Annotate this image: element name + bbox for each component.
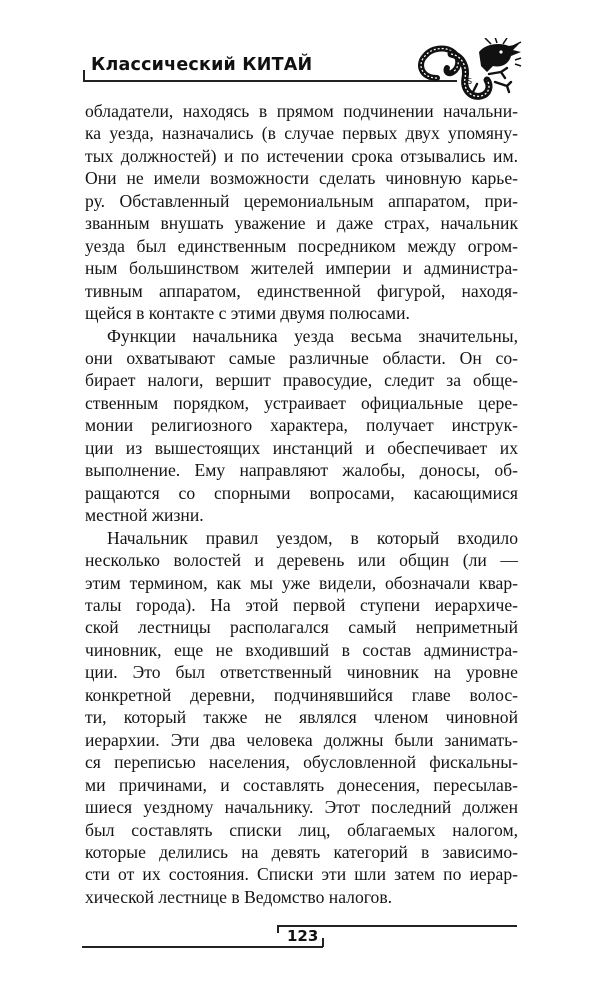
text-line: ру. Обставленный церемониальным аппаратом, при- — [85, 190, 518, 211]
text-line: ся переписью населения, обусловленной фискальны- — [85, 752, 518, 773]
text-line: иерархии. Эти два человека должны были занимать- — [85, 729, 518, 750]
footer-bottom-rule — [82, 946, 323, 948]
page-number: 123 — [287, 927, 319, 945]
text-line: монии религиозного характера, получает инструк- — [85, 415, 518, 436]
text-line: хической лестнице в Ведомство налогов. — [85, 886, 393, 907]
svg-text:S: S — [467, 77, 473, 86]
text-line: местной жизни. — [85, 505, 204, 526]
text-line: они охватывают самые различные области. Он со- — [85, 347, 518, 368]
text-line: Они не имели возможности сделать чиновную карье- — [85, 168, 518, 189]
paragraph-3 — [85, 527, 518, 909]
running-title: Классический КИТАЙ — [91, 55, 313, 75]
dragon-icon — [415, 38, 523, 102]
text-line: этим термином, как мы уже видели, обозначали квар- — [85, 572, 518, 593]
text-line: был составлять списки лиц, облагаемых налогом, — [85, 819, 518, 840]
text-line: ным большинством жителей империи и администра- — [85, 258, 518, 279]
text-line: несколько волостей и деревень или общин (ли — — [85, 550, 518, 571]
body-text — [85, 100, 518, 908]
text-line: бирает налоги, вершит правосудие, следит за обще- — [85, 370, 518, 391]
text-line: конкретной деревни, подчинявшийся главе волос- — [85, 684, 518, 705]
text-line: уезда был единственным посредником между огром- — [85, 235, 518, 256]
text-line: тивным аппаратом, единственной фигурой, находя- — [85, 280, 518, 301]
text-line: ской лестницы располагался самый неприметный — [85, 617, 518, 638]
text-line: щейся в контакте с этими двумя полюсами. — [85, 303, 410, 324]
text-line: ращаются со спорными вопросами, касающимися — [85, 482, 518, 503]
text-line: ции из вышестоящих инстанций и обеспечивает их — [85, 437, 518, 458]
text-line: чиновник, еще не входивший в состав администра- — [85, 639, 518, 660]
text-line: Функции начальника уезда весьма значительны, — [107, 325, 518, 346]
text-line: ти, который также не являлся членом чиновной — [85, 707, 518, 728]
text-line: шиеся уездному начальнику. Этот последний должен — [85, 797, 518, 818]
paragraph-1 — [85, 100, 518, 325]
text-line: выполнение. Ему направляют жалобы, доносы, об- — [85, 460, 518, 481]
page-footer — [0, 900, 600, 960]
header-rule — [83, 80, 457, 82]
text-line: ции. Это был ответственный чиновник на уровне — [85, 662, 518, 683]
footer-corner-tick-left — [277, 925, 279, 933]
paragraph-2 — [85, 325, 518, 527]
text-line: которые делились на девять категорий в зависимо- — [85, 841, 518, 862]
text-line: званным внушать уважение и даже страх, начальник — [85, 213, 518, 234]
text-line: Начальник правил уездом, в который входило — [107, 527, 518, 548]
text-line: ми причинами, и составлять донесения, пересылав- — [85, 774, 518, 795]
text-line: обладатели, находясь в прямом подчинении начальни- — [85, 101, 518, 121]
text-line: талы города). На этой первой ступени иерархиче- — [85, 594, 518, 615]
text-line: тых должностей) и по истечении срока отзывались им. — [85, 145, 518, 166]
text-line: ка уезда, назначались (в случае первых двух упомяну- — [85, 123, 518, 144]
text-line: ственным порядком, устраивает официальные цере- — [85, 392, 518, 413]
text-line: сти от их состояния. Списки эти шли затем по иерар- — [85, 864, 518, 885]
running-header — [0, 0, 600, 100]
